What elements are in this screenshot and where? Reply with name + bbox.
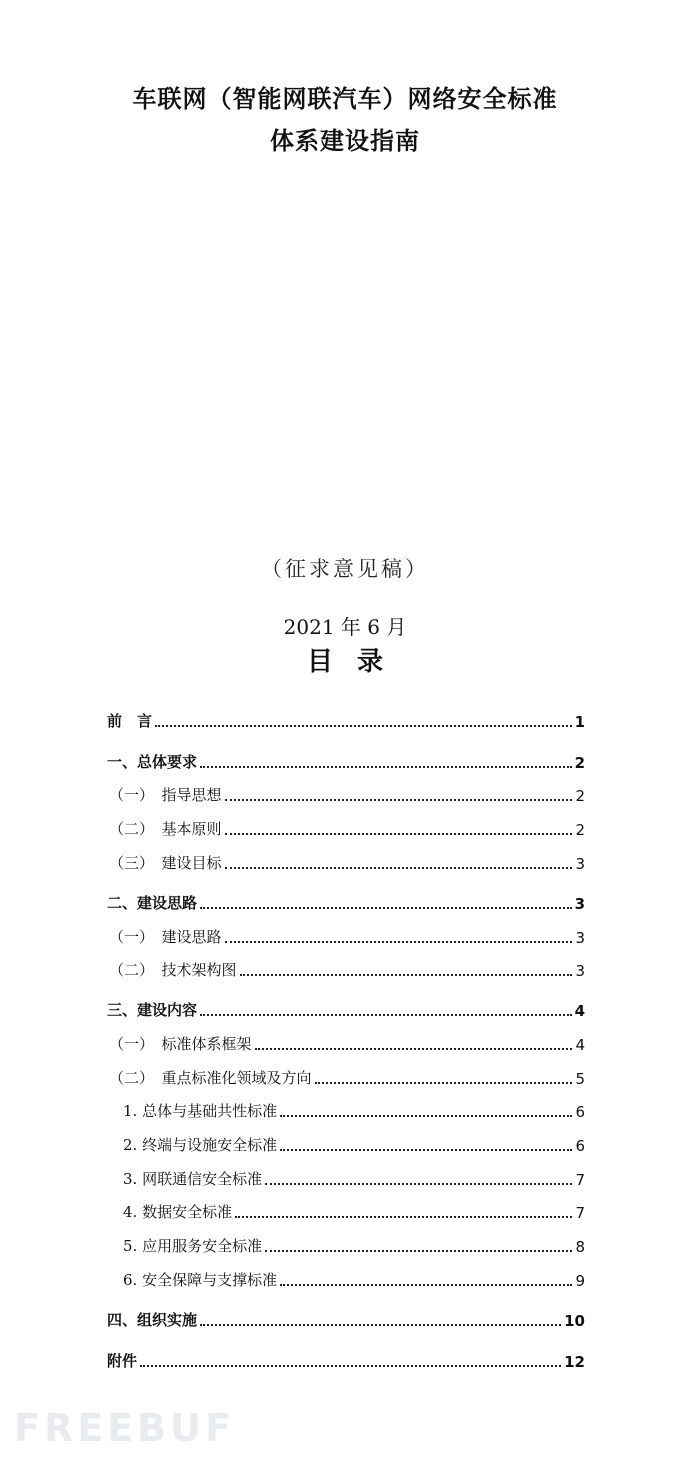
toc-entry-page: 2 <box>575 787 585 805</box>
toc-leader-dots <box>280 1284 572 1286</box>
toc-entry-page: 2 <box>574 754 585 772</box>
toc-entry[interactable] <box>109 925 585 947</box>
toc-entry-label: 前 言 <box>107 712 153 730</box>
toc-leader-dots <box>200 1014 572 1016</box>
toc-entry-label: 4. 数据安全标准 <box>123 1203 233 1221</box>
title-line-1: 车联网（智能网联汽车）网络安全标准 <box>132 85 558 113</box>
toc-entry[interactable] <box>123 1234 585 1256</box>
toc-entry-page: 3 <box>575 855 585 873</box>
toc-entry-page: 7 <box>575 1171 585 1189</box>
toc-entry-label: 四、组织实施 <box>107 1311 198 1329</box>
toc-entry[interactable] <box>107 998 585 1020</box>
toc-entry-label: （二） 重点标准化领域及方向 <box>109 1069 312 1087</box>
draft-label: （征求意见稿） <box>261 557 429 581</box>
document-title <box>0 78 690 162</box>
toc-entry-page: 9 <box>575 1272 585 1290</box>
toc-entry-label: 二、建设思路 <box>107 894 198 912</box>
toc-entry-page: 3 <box>574 895 585 913</box>
toc-entry-label: （一） 标准体系框架 <box>109 1035 252 1053</box>
toc-entry-label: （三） 建设目标 <box>109 854 222 872</box>
toc-entry[interactable] <box>107 750 585 772</box>
toc-leader-dots <box>225 867 573 869</box>
toc-entry-label: 6. 安全保障与支撑标准 <box>123 1271 278 1289</box>
toc-leader-dots <box>315 1082 573 1084</box>
toc-entry-label: 附件 <box>107 1352 138 1370</box>
toc-leader-dots <box>225 941 573 943</box>
toc-entry[interactable] <box>109 851 585 873</box>
toc-leader-dots <box>240 974 573 976</box>
toc-entry-label: 一、总体要求 <box>107 753 198 771</box>
toc-entry-label: （二） 基本原则 <box>109 820 222 838</box>
toc-leader-dots <box>200 766 572 768</box>
toc-heading: 目录 <box>306 647 407 677</box>
toc-entry-label: 三、建设内容 <box>107 1001 198 1019</box>
toc-entry-page: 6 <box>575 1137 585 1155</box>
toc-leader-dots <box>280 1115 572 1117</box>
toc-entry-page: 12 <box>564 1353 585 1371</box>
toc-leader-dots <box>225 833 573 835</box>
toc-entry-label: （二） 技术架构图 <box>109 961 237 979</box>
toc-entry-label: （一） 指导思想 <box>109 786 222 804</box>
toc-entry[interactable] <box>109 1032 585 1054</box>
toc-entry-page: 2 <box>575 821 585 839</box>
toc-leader-dots <box>265 1183 572 1185</box>
toc-entry-page: 4 <box>574 1002 585 1020</box>
toc-entry[interactable] <box>109 783 585 805</box>
toc-leader-dots <box>235 1216 572 1218</box>
toc-entry[interactable] <box>109 1066 585 1088</box>
toc-entry-page: 5 <box>575 1070 585 1088</box>
toc-leader-dots <box>255 1048 573 1050</box>
toc-entry[interactable] <box>107 709 585 731</box>
toc-entry-page: 6 <box>575 1103 585 1121</box>
toc-entry-page: 10 <box>564 1312 585 1330</box>
toc-entry-label: 3. 网联通信安全标准 <box>123 1170 263 1188</box>
toc-entry-label: 5. 应用服务安全标准 <box>123 1237 263 1255</box>
toc-entry[interactable] <box>109 817 585 839</box>
toc-entry[interactable] <box>123 1133 585 1155</box>
toc-leader-dots <box>225 799 573 801</box>
toc-leader-dots <box>265 1250 572 1252</box>
toc-entry[interactable] <box>123 1167 585 1189</box>
toc-entry[interactable] <box>123 1268 585 1290</box>
toc-leader-dots <box>200 1324 561 1326</box>
toc-leader-dots <box>280 1149 572 1151</box>
toc-entry-label: 1. 总体与基础共性标准 <box>123 1102 278 1120</box>
toc-entry-page: 3 <box>575 962 585 980</box>
toc-leader-dots <box>155 725 572 727</box>
toc-entry-page: 8 <box>575 1238 585 1256</box>
toc-entry-page: 4 <box>575 1036 585 1054</box>
toc-leader-dots <box>200 907 572 909</box>
toc-entry-page: 1 <box>574 713 585 731</box>
toc-entry-page: 3 <box>575 929 585 947</box>
toc-entry[interactable] <box>107 1349 585 1371</box>
toc-entry[interactable] <box>109 958 585 980</box>
toc-entry[interactable] <box>123 1200 585 1222</box>
toc-entry-label: 2. 终端与设施安全标准 <box>123 1136 278 1154</box>
toc-entry[interactable] <box>107 1308 585 1330</box>
toc-entry[interactable] <box>123 1099 585 1121</box>
toc-entry[interactable] <box>107 891 585 913</box>
toc-leader-dots <box>140 1365 561 1367</box>
publish-date: 2021 年 6 月 <box>283 615 407 639</box>
toc-entry-label: （一） 建设思路 <box>109 928 222 946</box>
title-line-2: 体系建设指南 <box>270 127 420 155</box>
watermark-logo: FREEBUF <box>14 1406 235 1450</box>
toc-entry-page: 7 <box>575 1204 585 1222</box>
